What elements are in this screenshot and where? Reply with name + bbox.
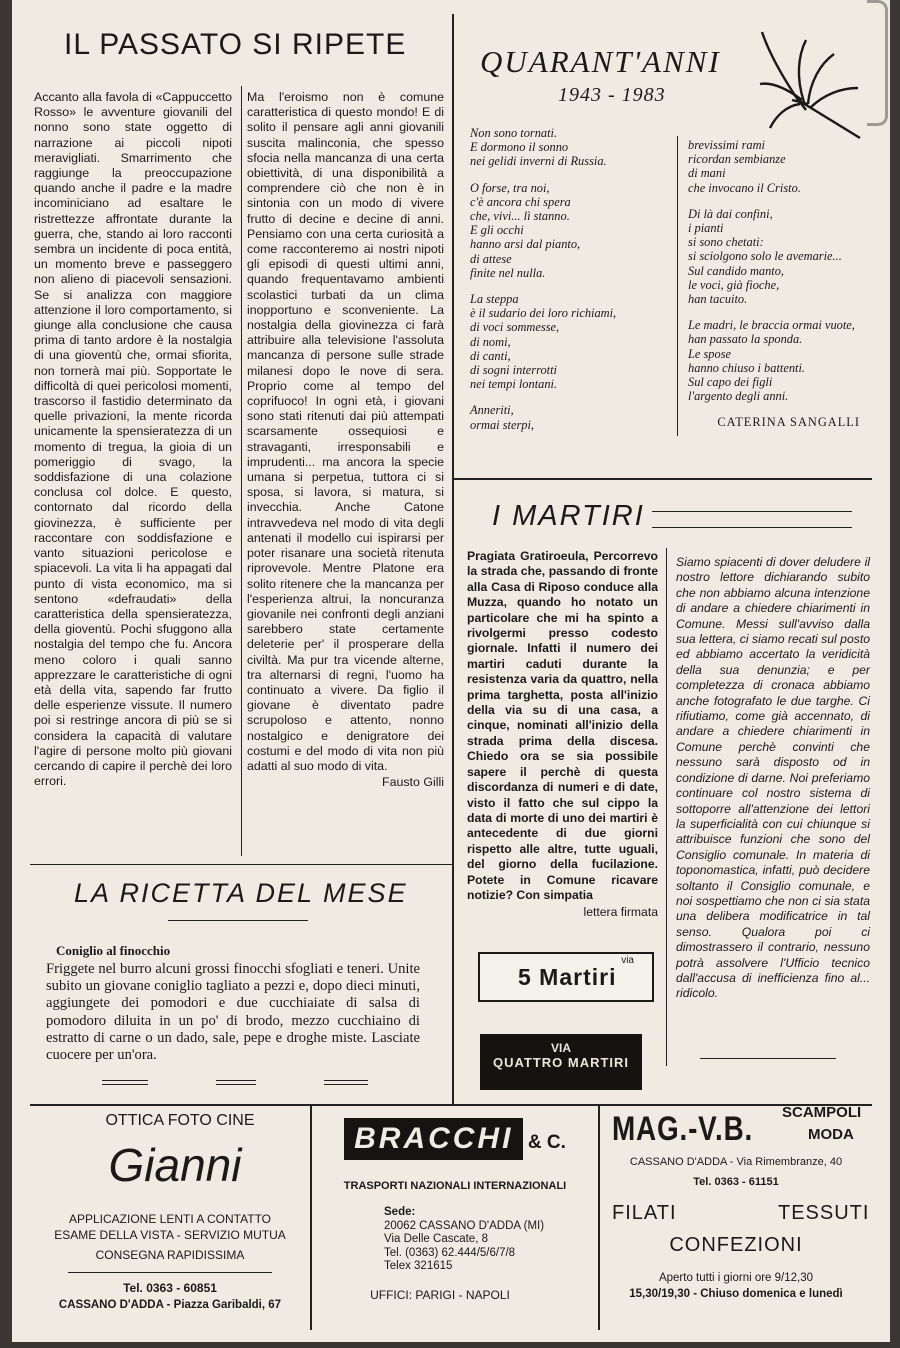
martiri-title: I MARTIRI [492,500,645,532]
letter-column [467,549,658,921]
ad-hours: 15,30/19,30 - Chiuso domenica e lunedì [629,1288,843,1300]
ad-phone: Tel. 0363 - 60851 [123,1281,217,1295]
ad-service: CONSEGNA RAPIDISSIMA [95,1248,245,1262]
poem-stanza: Anneriti, ormai sterpi, [470,403,535,432]
street-sign-quattro-martiri [480,1034,642,1090]
reply-end-rule [700,1058,836,1059]
letter-text: Pragiata Gratiroeula, Percorrevo la strada che, passando di fronte alla Casa di Riposo conduce alla Muzza, quando ho notato un particolare che mi ha spinto a rivolgermi presso codesto giornale. Infatti il numero dei martiri caduti durante la resistenza varia da quattro, nella prima targhetta, posta all'inizio della via su di una casa, a cinque, nominati all'inizio della strada prima della discesa. Chiedo ora se sia possibile sapere il perchè di questa discordanza di numeri e di date, visto il fatto che sul cippo la data di morte di uno dei martiri è antecedente di due giorni rispetto alle altre, tutte uguali, del giorno della fucilazione. Potete in Comune ricavare notizie? Con simpatia [467,549,658,902]
sign-via-label: VIA [550,1041,571,1055]
article-title: IL PASSATO SI RIPETE [64,28,407,61]
end-mark-rule [324,1080,368,1081]
divider-ads-top [30,1104,872,1106]
ricetta-subtitle: Coniglio al finocchio [56,943,171,958]
article-column-2 [247,90,444,790]
article-author: Fausto Gilli [382,775,444,790]
ad-logo [312,1118,598,1160]
divider-ricetta-top [30,864,452,865]
sede-line: Tel. (0363) 62.444/5/6/7/8 [384,1246,516,1259]
title-rule [652,511,852,512]
ad-ottica-gianni [32,1112,308,1311]
logo-text: BRACCHI [344,1118,523,1160]
end-mark-rule [102,1080,148,1081]
ad-brand: MAG.-V.B. [612,1110,754,1148]
ad-product: FILATI [612,1202,677,1224]
ad-service: APPLICAZIONE LENTI A CONTATTO [68,1212,272,1226]
binder-ring [867,0,888,126]
ad-service: ESAME DELLA VISTA - SERVIZIO MUTUA [54,1228,286,1242]
end-mark-rule [102,1084,148,1085]
article-column-1 [34,90,232,789]
reply-text: Siamo spiacenti di dover deludere il nostro lettore dichiarando subito che non abbiamo alcuna intenzione di andare a chiedere chiarimenti in Comune. Messi sull'avviso dalla sua lettera, ci siamo recati sul posto ed abbiamo accertato la veridicità della sua denunzia; e per completezza di cronaca abbiamo anche fotografato le due targhe. Ci rifiutiamo, come già accennato, di andare a chiedere chiarimenti in Comune perchè convinti che nessuno sarà disposto od in condizione di darne. Noi preferiamo continuare col nostro sistema di sottoporre all'attenzione dei lettori la superficialità con cui chiunque si attribuisce funzioni che sono del Consiglio comunale. In materia di toponomastica, infatti, può decidere soltanto il Consiglio comunale, e noi sospettiamo che non ci sia stata una delibera modificatrice in tal senso. Qualora poi ci dimostrassero il contrario, nessuno potrà assolvere l'Ufficio tecnico dall'accusa di inefficienza fino al... ridicolo. [676,555,870,1001]
ad-product: CONFEZIONI [669,1234,803,1256]
ad-brand: Gianni [108,1139,242,1191]
poem-title: QUARANT'ANNI [480,44,721,79]
title-rule [168,920,308,921]
end-mark-rule [324,1084,368,1085]
article-text: Accanto alla favola di «Cappuccetto Rosso» le avventure giovanili del nonno sono state oggetto di narrazione ai piccoli nipoti meravigliati. Smarrimento che raggiunge la preoccupazione quando anche il padre e la madre incominiciano ad esaltare le ristrettezze affrontate durante la guerra, che, stando ai loro racconti sembra un incidente di poca entità, un momento breve e passeggero non alieno di piacevoli sensazioni. Se si analizza con maggiore attenzione il loro comportamento, si giunge alla conclusione che causa prima di tanto ardore è la nostalgia di una gioventù che, ormai sfiorita, non tornerà mai più. Sopportate le difficoltà di quei pericolosi momenti, trascorso il fastidio determinato da quelle privazioni, la mente ricorda unicamente la spensieratezza di un momento di tregua, la gioia di un pomeriggio di svago, la soddisfazione di una colazione conclusa col dolce. E questo, contornato dal ricordo della giovinezza, è sufficiente per raccontare con soddisfazione e vanto situazioni pericolose e spiacevoli. La vita li ha appagati dal punto di vista economico, ma si sentono «defraudati» della caratteristica della spensieratezza, della gioventù. Pochi sfuggono alla nostalgia del tempo che fu. Ancora meno coloro i quali sanno apprezzare le caratteristiche di ogni età della vita, sapendo far frutto delle esperienze vissute. Il numero poi si restringe ancora di più se si considera la capacità di valutare l'agire di persone molto più giovani cercando di capire il perchè dei loro errori. [34,90,232,789]
ad-product: TESSUTI [778,1202,870,1224]
ad-divider [68,1272,272,1273]
sede-line: 20062 CASSANO D'ADDA (MI) [384,1219,545,1232]
poem-stanza: Non sono tornati. E dormono il sonno nei gelidi inverni di Russia. [470,126,607,169]
end-mark-rule [216,1084,256,1085]
sign-via-label: via [621,955,634,966]
divider-poem-bottom [454,478,872,480]
poem-right-column [688,138,868,430]
poem-stanza: brevissimi rami ricordan sembianze di mani che invocano il Cristo. [688,138,801,195]
poem-years: 1943 - 1983 [558,84,666,106]
ad-address: CASSANO D'ADDA - Piazza Garibaldi, 67 [58,1299,282,1311]
feather-quill-icon [758,30,862,142]
article-text: Ma l'eroismo non è comune caratteristica di questo mondo! E di solito il pensare agli anni giovanili suscita malinconia, che spesso sfocia nella mancanza di una certa obiettività, di una disponibilità a comprendere ciò che non è in sintonia con un modo di vivere frutto di decine e decine di anni. Pensiamo con una certa curiosità a come racconteremo ai nostri nipoti gli episodi di questi ultimi anni, quando frequentavamo ambienti scolastici turbati da un clima inopportuno e sconveniente. La nostalgia della giovinezza ci farà attribuire alla televisione l'assoluta mancanza di persone sulle strade milanesi dopo le nove di sera. Proprio come al tempo del coprifuoco! In ogni età, i giovani sono stati ritenuti dai più attempati scarsamente ossequiosi e stravaganti, irresponsabili e imprudenti... ma ancora la specie umana si perpetua, tuttora ci si sposa, si lavora, si matura, si invecchia. Anche Catone intravvedeva nel modo di vita degli antenati il modello cui ispirarsi per poter risanare una società ritenuta riprovevole. Mentre Platone era solito ritenere che la mancanza per l'esperienza altrui, la noncuranza giovanile nei confronti degli anziani sarebbero state certamente deleterie per' il prosperare della civiltà. Ma pur tra vicende alterne, tra alternarsi di regni, l'uomo ha continuato a vivere. Da figlio il giovane è diventato padre scrupoloso e attento, nonno nostalgico e denigratore dei costumi e del modo di vita non più adatti al suo modo di vita. [247,90,444,773]
sede-label: Sede: [384,1206,416,1218]
column-divider-article [241,86,242,856]
ad-brand-sub: MODA [808,1126,854,1143]
ad-offices: UFFICI: PARIGI - NAPOLI [370,1287,510,1302]
poem-stanza: O forse, tra noi, c'è ancora chi spera che, vivi... lì stanno. E gli occhi hanno arsi dal pianto, di attese finite nel nulla. [470,180,581,280]
end-mark-rule [216,1080,256,1081]
ad-brand-sub: SCAMPOLI [782,1104,862,1121]
ricetta-title: LA RICETTA DEL MESE [74,878,408,908]
title-rule [652,527,852,528]
sede-line: Via Delle Cascate, 8 [384,1233,488,1245]
column-divider-poem [677,136,678,436]
poem-left-column [470,126,670,444]
divider-main-vertical [452,14,454,1104]
poem-stanza: Di là dai confini, i pianti si sono chetati: si sciolgono solo le avemarie... Sul candido manto, le voci, già fioche, han tacuito. [688,206,842,307]
street-sign-5-martiri [478,952,654,1002]
poem-stanza: Le madri, le braccia ormai vuote, han passato la sponda. Le spose hanno chiuso i battenti. Sul capo dei figli l'argento degli anni. [688,318,855,404]
sign-name: QUATTRO MARTIRI [492,1055,630,1070]
sign-name: 5 Martiri [518,964,617,990]
ad-hours: Aperto tutti i giorni ore 9/12,30 [658,1272,814,1284]
ad-phone: Tel. 0363 - 61151 [693,1176,779,1188]
reply-column [676,555,870,1002]
ad-bracchi [312,1112,598,1302]
ricetta-text: Friggete nel burro alcuni grossi finocchi sfogliati e teneri. Unite subito un giovane coniglio tagliato a pezzi e, dopo dieci minuti, aggiungete dei pomodori e due cucchiaiate di salsa di pomodoro diluita in un po' di brodo, mezzo cucchiaino di estratto di carne o un dado, sale, pepe e droghe miste. Lasciate cuocere per un'ora. [46,961,420,1064]
letter-signature: lettera firmata [583,905,658,920]
ad-category: OTTICA FOTO CINE [105,1112,255,1129]
ad-tagline: TRASPORTI NAZIONALI INTERNAZIONALI [343,1180,567,1192]
magazine-page [12,0,890,1342]
ad-sede [384,1206,598,1274]
poem-stanza: La steppa è il sudario dei loro richiami, di voci sommesse, di nomi, di canti, di sogni interrotti nei tempi lontani. [470,292,617,392]
logo-suffix: & C. [527,1132,566,1153]
ad-address: CASSANO D'ADDA - Via Rimembranze, 40 [629,1156,843,1168]
column-divider-martiri [666,548,667,1066]
poem-author: CATERINA SANGALLI [717,415,860,430]
sede-line: Telex 321615 [384,1260,453,1272]
